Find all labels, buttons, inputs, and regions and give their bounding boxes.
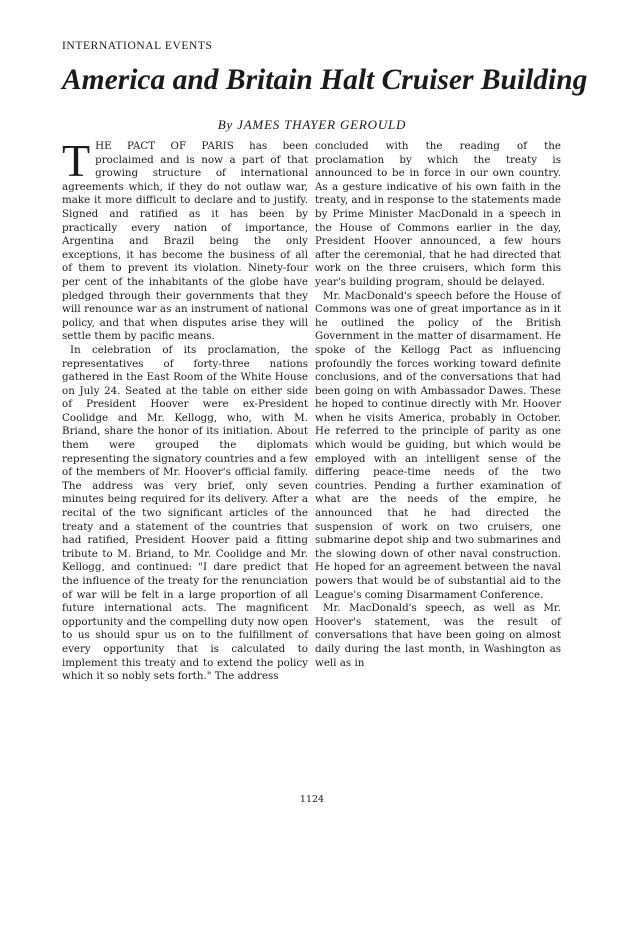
paragraph-3: concluded with the reading of the proclamation by which the treaty is announced to be in force in our own country. As a gesture indicative of his own faith in the treaty, and in response to the statements made by Prime Minister MacDonald in a speech in the House of Commons earlier in the day, President Hoover announced, a few hours after the ceremonial, that he had directed that work on the three cruisers, which form this year's building program, should be delayed. — [315, 140, 561, 288]
article-title: America and Britain Halt Cruiser Building — [62, 64, 588, 96]
paragraph-1 — [62, 135, 308, 344]
drop-cap: T — [62, 135, 91, 186]
paragraph-5: Mr. MacDonald's speech, as well as Mr. Hoover's statement, was the result of conversations that have been going on almost daily during the last month, in Washington as well as in — [315, 602, 561, 669]
section-label: INTERNATIONAL EVENTS — [62, 40, 213, 52]
paragraph-2: In celebration of its proclamation, the representatives of forty-three nations gathered in the East Room of the White House on July 24. Seated at the table on either side of President Hoover were ex-President Coolidge and Mr. Kellogg, who, with M. Briand, share the honor of its initiation. About them were grouped the diplomats representing the signatory countries and a few of the members of Mr. Hoover's official family. The address was very brief, only seven minutes being required for its delivery. After a recital of the two significant articles of the treaty and a statement of the countries that had ratified, President Hoover paid a fitting tribute to M. Briand, to Mr. Coolidge and Mr. Kellogg, and continued: "I dare predict that the influence of the treaty for the renunciation of war will be felt in a large proportion of all future international acts. The magnificent opportunity and the compelling duty now open to us should spur us on to the fulfillment of every opportunity that is calculated to implement this treaty and to extend the policy which it so nobly sets forth." The address — [62, 343, 308, 683]
paragraph-4: Mr. MacDonald's speech before the House of Commons was one of great importance as in it he outlined the policy of the British Government in the matter of disarmament. He spoke of the Kellogg Pact as influencing profoundly the forces working toward definite conclusions, and of the conversations that had been going on with Ambassador Dawes. These he hoped to continue directly with Mr. Hoover when he visits America, probably in October. He referred to the principle of parity as one which would be guiding, but which would be employed with an intelligent sense of the differing peace-time needs of the two countries. Pending a further examination of what are the needs of the empire, he announced that he had directed the suspension of work on two cruisers, one submarine depot ship and two submarines and the slowing down of other naval construction. He hoped for an agreement between the naval powers that would be of substantial aid to the League's coming Disarmament Conference. — [315, 289, 561, 601]
page-number: 1124 — [299, 794, 325, 805]
paragraph-1-text: HE PACT OF PARIS has been proclaimed and is now a part of that growing structure of international agreements which, if they do not outlaw war, make it more difficult to declare and to justify. Signed and ratified as it has been by practically every nation of importance, Argentina and Brazil being the only exceptions, it has become the business of all of them to prevent its violation. Ninety-four per cent of the inhabitants of the globe have pledged through their governments that they will renounce war as an instrument of national policy, and that when disputes arise they will settle them by pacific means. — [62, 140, 308, 343]
byline: By JAMES THAYER GEROULD — [217, 117, 407, 132]
right-column — [315, 140, 561, 670]
left-column — [62, 135, 308, 684]
